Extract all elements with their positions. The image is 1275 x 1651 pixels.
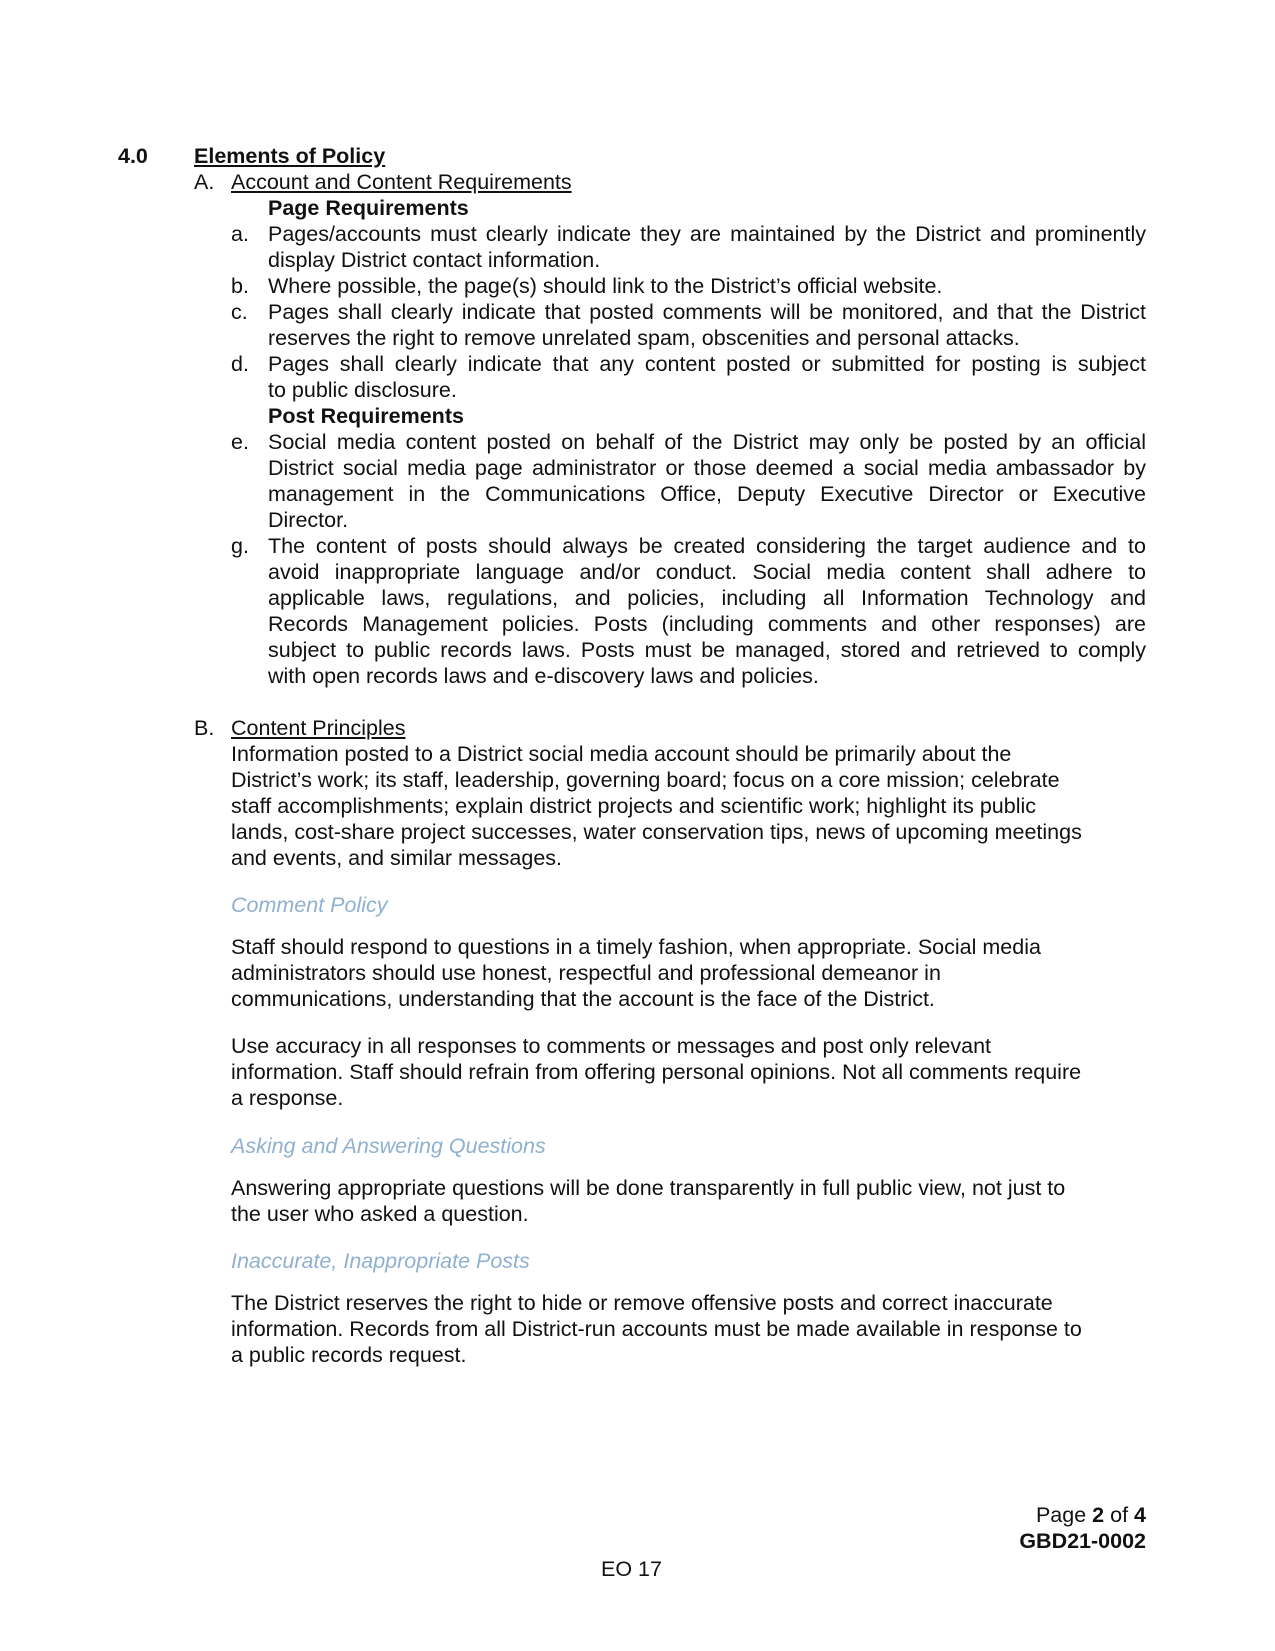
comment-p2-line-1: Use accuracy in all responses to comments or messages and post only relevant xyxy=(231,1034,992,1058)
part-b-letter: B. xyxy=(194,716,215,740)
inaccurate-posts-heading: Inaccurate, Inappropriate Posts xyxy=(231,1249,530,1273)
page-requirements-heading: Page Requirements xyxy=(268,196,469,220)
footer-center-label: EO 17 xyxy=(601,1557,662,1581)
comment-p2-line-2: information. Staff should refrain from offering personal opinions. Not all comments require xyxy=(231,1060,1082,1084)
comment-p2-line-3: a response. xyxy=(231,1086,344,1110)
page-word: Page xyxy=(1035,1503,1087,1527)
section-title: Elements of Policy xyxy=(194,144,386,168)
item-g-line-1: The content of posts should always be created considering the target audience and to xyxy=(268,534,1146,558)
comment-p1-line-2: administrators should use honest, respectful and professional demeanor in xyxy=(231,961,941,985)
item-g-line-3: applicable laws, regulations, and policies, including all Information Technology and xyxy=(268,586,1146,610)
asking-questions-heading: Asking and Answering Questions xyxy=(231,1134,546,1158)
inaccurate-p-line-2: information. Records from all District-run accounts must be made available in response to xyxy=(231,1317,1082,1341)
part-b-intro-line-2: District’s work; its staff, leadership, governing board; focus on a core mission; celebrate xyxy=(231,768,1060,792)
item-b-marker: b. xyxy=(231,274,249,298)
page-number-footer xyxy=(1036,1502,1146,1528)
item-g-line-2: avoid inappropriate language and/or conduct. Social media content shall adhere to xyxy=(268,560,1146,584)
item-c-line-1: Pages shall clearly indicate that posted comments will be monitored, and that the District xyxy=(268,300,1146,324)
item-a-marker: a. xyxy=(231,222,249,246)
asking-p-line-1: Answering appropriate questions will be done transparently in full public view, not just to xyxy=(231,1176,1066,1200)
part-b-intro-line-3: staff accomplishments; explain district projects and scientific work; highlight its public xyxy=(231,794,1037,818)
inaccurate-p-line-1: The District reserves the right to hide or remove offensive posts and correct inaccurate xyxy=(231,1291,1053,1315)
part-a-letter: A. xyxy=(194,170,215,194)
item-c-line-2: reserves the right to remove unrelated spam, obscenities and personal attacks. xyxy=(268,326,1020,350)
item-c-marker: c. xyxy=(231,300,248,324)
inaccurate-p-line-3: a public records request. xyxy=(231,1343,467,1367)
item-d-line-1: Pages shall clearly indicate that any content posted or submitted for posting is subject xyxy=(268,352,1146,376)
comment-policy-heading: Comment Policy xyxy=(231,893,388,917)
item-d-marker: d. xyxy=(231,352,249,376)
item-g-marker: g. xyxy=(231,534,249,558)
item-d-line-2: to public disclosure. xyxy=(268,378,457,402)
item-e-line-3: management in the Communications Office, Deputy Executive Director or Executive xyxy=(268,482,1146,506)
item-e-line-2: District social media page administrator or those deemed a social media ambassador by xyxy=(268,456,1146,480)
comment-p1-line-3: communications, understanding that the account is the face of the District. xyxy=(231,987,935,1011)
item-e-line-4: Director. xyxy=(268,508,349,532)
item-g-line-5: subject to public records laws. Posts must be managed, stored and retrieved to comply xyxy=(268,638,1146,662)
asking-p-line-2: the user who asked a question. xyxy=(231,1202,529,1226)
post-requirements-heading: Post Requirements xyxy=(268,404,464,428)
part-b-title: Content Principles xyxy=(231,716,406,740)
page-current: 2 xyxy=(1092,1503,1105,1527)
item-g-line-4: Records Management policies. Posts (including comments and other responses) are xyxy=(268,612,1146,636)
document-id: GBD21-0002 xyxy=(1019,1529,1146,1553)
item-g-line-6: with open records laws and e-discovery laws and policies. xyxy=(268,664,819,688)
item-e-marker: e. xyxy=(231,430,249,454)
comment-p1-line-1: Staff should respond to questions in a timely fashion, when appropriate. Social media xyxy=(231,935,1041,959)
section-number: 4.0 xyxy=(118,144,148,168)
of-word: of xyxy=(1110,1503,1129,1527)
page-total: 4 xyxy=(1134,1503,1146,1527)
part-b-intro-line-5: and events, and similar messages. xyxy=(231,846,563,870)
item-a-line-2: display District contact information. xyxy=(268,248,601,272)
part-b-intro-line-1: Information posted to a District social media account should be primarily about the xyxy=(231,742,1012,766)
item-a-line-1: Pages/accounts must clearly indicate they are maintained by the District and prominently xyxy=(268,222,1146,246)
item-b-line-1: Where possible, the page(s) should link to the District’s official website. xyxy=(268,274,943,298)
part-b-intro-line-4: lands, cost-share project successes, water conservation tips, news of upcoming meetings xyxy=(231,820,1082,844)
item-e-line-1: Social media content posted on behalf of the District may only be posted by an official xyxy=(268,430,1146,454)
part-a-title: Account and Content Requirements xyxy=(231,170,572,194)
